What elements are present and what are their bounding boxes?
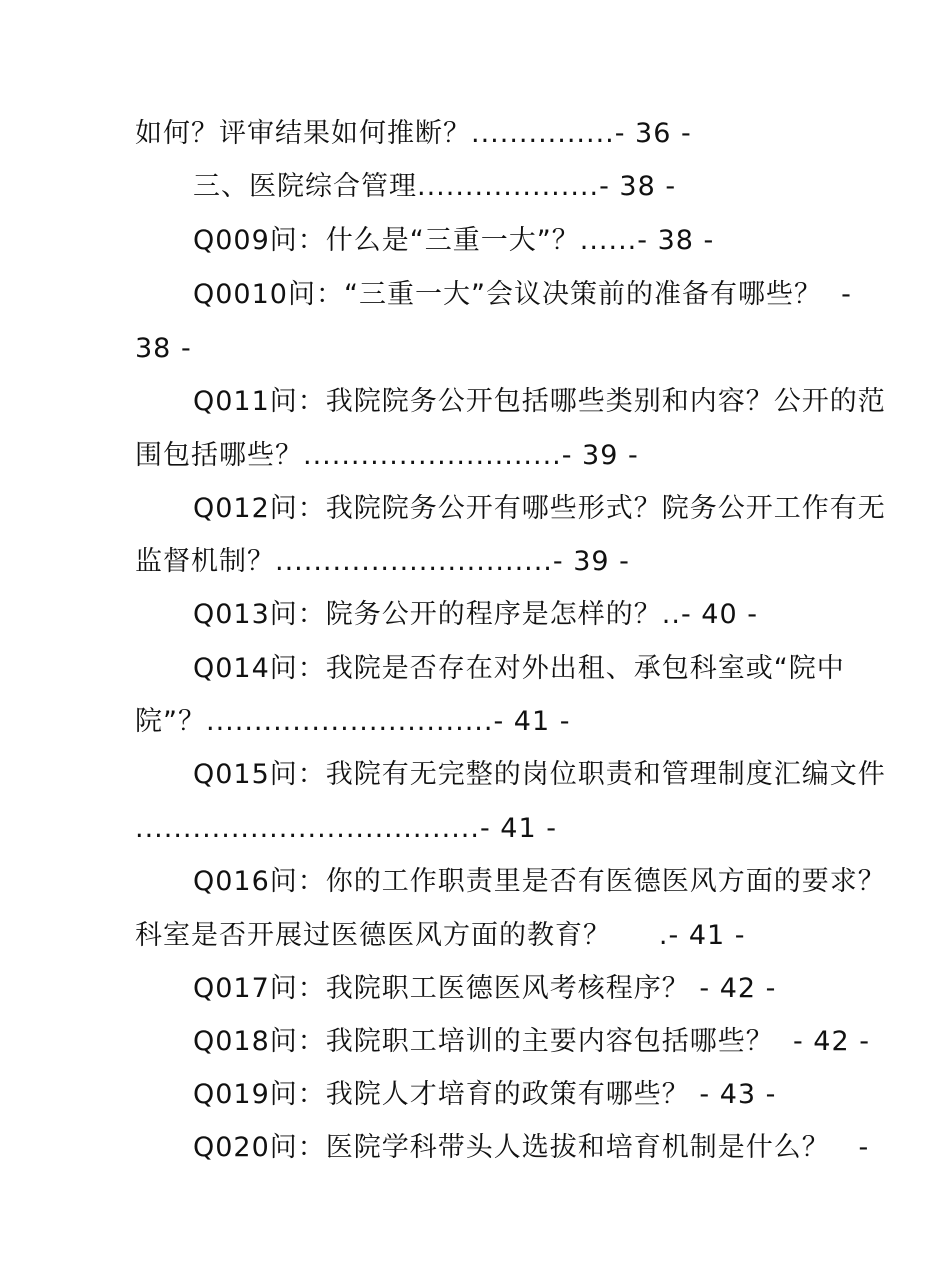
toc-line: Q012问：我院院务公开有哪些形式？院务公开工作有无 (193, 493, 886, 524)
toc-line: Q020问：医院学科带头人选拔和培育机制是什么？ - (193, 1132, 870, 1163)
toc-line: 监督机制？.............................- 39 - (135, 546, 630, 577)
toc-line: Q013问：院务公开的程序是怎样的？..- 40 - (193, 599, 758, 630)
toc-line: 院”？..............................- 41 - (135, 706, 571, 737)
toc-line: 科室是否开展过医德医风方面的教育？ .- 41 - (135, 920, 746, 951)
toc-line: Q009问：什么是“三重一大”？......- 38 - (193, 225, 715, 256)
toc-line: ....................................- 41 - (135, 813, 557, 844)
toc-line: Q0010问：“三重一大”会议决策前的准备有哪些？ - (193, 279, 852, 310)
toc-line: Q018问：我院职工培训的主要内容包括哪些？ - 42 - (193, 1026, 870, 1057)
toc-line: Q016问：你的工作职责里是否有医德医风方面的要求？ (193, 866, 886, 897)
toc-line: 围包括哪些？...........................- 39 - (135, 440, 639, 471)
toc-section-heading: 三、医院综合管理...................- 38 - (193, 171, 677, 202)
toc-line: Q015问：我院有无完整的岗位职责和管理制度汇编文件 (193, 759, 886, 790)
toc-line: Q011问：我院院务公开包括哪些类别和内容？公开的范 (193, 386, 886, 417)
toc-line: 如何？评审结果如何推断？...............- 36 - (135, 118, 692, 149)
toc-line: Q019问：我院人才培育的政策有哪些？ - 43 - (193, 1079, 777, 1110)
toc-line: 38 - (135, 333, 192, 364)
toc-line: Q014问：我院是否存在对外出租、承包科室或“院中 (193, 653, 845, 684)
toc-line: Q017问：我院职工医德医风考核程序？ - 42 - (193, 973, 777, 1004)
